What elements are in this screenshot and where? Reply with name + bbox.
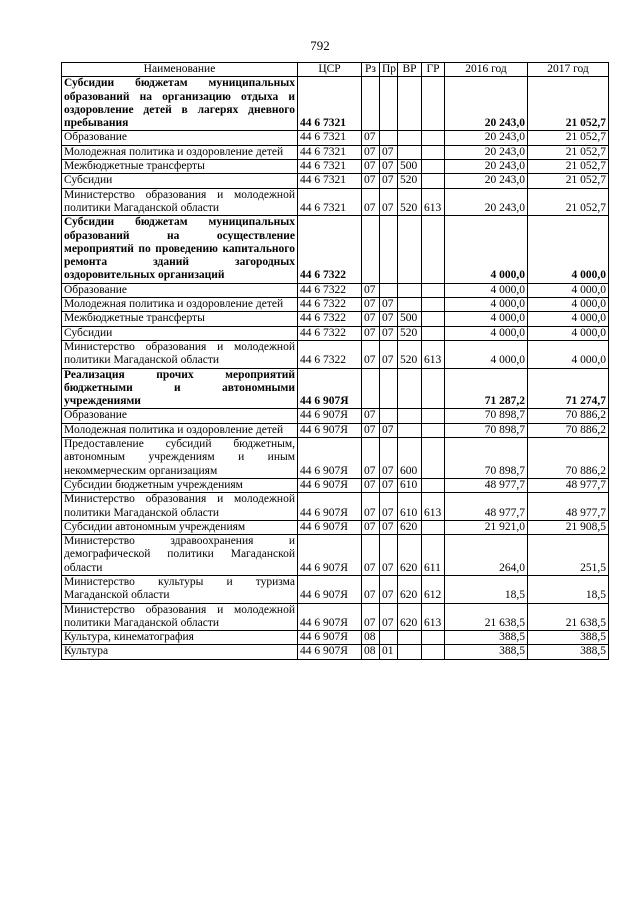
cell-y2016: 4 000,0 xyxy=(445,283,528,297)
cell-csr: 44 6 7322 xyxy=(298,312,362,326)
cell-gr: 612 xyxy=(422,575,445,603)
cell-y2017: 21 052,7 xyxy=(528,174,609,188)
cell-name: Министерство культуры и туризма Магаданской области xyxy=(62,575,298,603)
cell-csr: 44 6 7322 xyxy=(298,216,362,283)
cell-csr: 44 6 907Я xyxy=(298,493,362,521)
cell-y2016: 388,5 xyxy=(445,645,528,659)
cell-name: Образование xyxy=(62,131,298,145)
cell-rz: 07 xyxy=(362,131,380,145)
table-row xyxy=(62,645,609,659)
table-row xyxy=(62,283,609,297)
table-row xyxy=(62,368,609,409)
table-row xyxy=(62,575,609,603)
table-row xyxy=(62,174,609,188)
cell-y2016: 21 921,0 xyxy=(445,520,528,534)
cell-vr: 610 xyxy=(398,478,422,492)
cell-gr: 611 xyxy=(422,535,445,576)
cell-rz: 07 xyxy=(362,575,380,603)
header-pr: Пр xyxy=(380,63,398,77)
cell-pr xyxy=(380,368,398,409)
cell-pr: 07 xyxy=(380,493,398,521)
cell-name: Молодежная политика и оздоровление детей xyxy=(62,145,298,159)
header-2016: 2016 год xyxy=(445,63,528,77)
cell-csr: 44 6 7321 xyxy=(298,160,362,174)
cell-rz: 07 xyxy=(362,145,380,159)
cell-pr: 01 xyxy=(380,645,398,659)
cell-y2016: 70 898,7 xyxy=(445,438,528,479)
cell-gr xyxy=(422,145,445,159)
cell-gr xyxy=(422,368,445,409)
table-row xyxy=(62,520,609,534)
cell-vr: 620 xyxy=(398,575,422,603)
cell-y2016: 4 000,0 xyxy=(445,298,528,312)
cell-y2017: 71 274,7 xyxy=(528,368,609,409)
cell-csr: 44 6 7322 xyxy=(298,326,362,340)
cell-vr: 500 xyxy=(398,312,422,326)
cell-name: Министерство образования и молодежной политики Магаданской области xyxy=(62,603,298,631)
cell-gr xyxy=(422,326,445,340)
cell-rz: 07 xyxy=(362,438,380,479)
cell-pr: 07 xyxy=(380,340,398,368)
cell-csr: 44 6 907Я xyxy=(298,409,362,423)
cell-y2016: 20 243,0 xyxy=(445,131,528,145)
cell-vr xyxy=(398,645,422,659)
cell-csr: 44 6 907Я xyxy=(298,423,362,437)
cell-csr: 44 6 907Я xyxy=(298,535,362,576)
cell-gr xyxy=(422,160,445,174)
cell-csr: 44 6 7322 xyxy=(298,298,362,312)
cell-y2016: 20 243,0 xyxy=(445,160,528,174)
cell-name: Образование xyxy=(62,283,298,297)
cell-name: Культура xyxy=(62,645,298,659)
cell-gr: 613 xyxy=(422,340,445,368)
cell-gr xyxy=(422,645,445,659)
cell-rz: 07 xyxy=(362,326,380,340)
cell-name: Субсидии бюджетам муниципальных образований на организацию отдыха и оздоровление детей в лагерях дневного пребывания xyxy=(62,77,298,131)
cell-name: Министерство образования и молодежной политики Магаданской области xyxy=(62,340,298,368)
cell-y2016: 21 638,5 xyxy=(445,603,528,631)
cell-pr: 07 xyxy=(380,575,398,603)
cell-vr xyxy=(398,77,422,131)
cell-vr: 610 xyxy=(398,493,422,521)
cell-y2017: 48 977,7 xyxy=(528,478,609,492)
table-row xyxy=(62,145,609,159)
cell-name: Образование xyxy=(62,409,298,423)
cell-name: Субсидии автономным учреждениям xyxy=(62,520,298,534)
cell-csr: 44 6 907Я xyxy=(298,645,362,659)
cell-y2017: 4 000,0 xyxy=(528,340,609,368)
cell-csr: 44 6 907Я xyxy=(298,575,362,603)
cell-pr xyxy=(380,409,398,423)
cell-pr: 07 xyxy=(380,160,398,174)
cell-y2016: 71 287,2 xyxy=(445,368,528,409)
table-row xyxy=(62,631,609,645)
cell-pr: 07 xyxy=(380,188,398,216)
cell-y2016: 70 898,7 xyxy=(445,409,528,423)
cell-y2016: 4 000,0 xyxy=(445,326,528,340)
cell-rz: 07 xyxy=(362,603,380,631)
table-row xyxy=(62,493,609,521)
cell-y2016: 48 977,7 xyxy=(445,478,528,492)
cell-y2017: 21 052,7 xyxy=(528,131,609,145)
cell-csr: 44 6 7321 xyxy=(298,131,362,145)
cell-name: Культура, кинематография xyxy=(62,631,298,645)
cell-y2016: 20 243,0 xyxy=(445,77,528,131)
table-row xyxy=(62,312,609,326)
cell-pr: 07 xyxy=(380,145,398,159)
cell-vr xyxy=(398,283,422,297)
cell-pr: 07 xyxy=(380,520,398,534)
cell-y2017: 70 886,2 xyxy=(528,438,609,479)
cell-csr: 44 6 907Я xyxy=(298,368,362,409)
cell-name: Молодежная политика и оздоровление детей xyxy=(62,298,298,312)
cell-y2017: 4 000,0 xyxy=(528,216,609,283)
cell-pr: 07 xyxy=(380,326,398,340)
cell-vr xyxy=(398,145,422,159)
table-row xyxy=(62,340,609,368)
table-row xyxy=(62,423,609,437)
cell-gr xyxy=(422,631,445,645)
cell-y2017: 4 000,0 xyxy=(528,312,609,326)
cell-name: Субсидии xyxy=(62,326,298,340)
cell-vr: 520 xyxy=(398,174,422,188)
cell-y2017: 388,5 xyxy=(528,645,609,659)
cell-rz: 07 xyxy=(362,312,380,326)
cell-vr: 600 xyxy=(398,438,422,479)
cell-pr: 07 xyxy=(380,312,398,326)
table-row xyxy=(62,131,609,145)
cell-rz: 08 xyxy=(362,631,380,645)
cell-pr xyxy=(380,283,398,297)
cell-rz: 07 xyxy=(362,520,380,534)
cell-gr xyxy=(422,478,445,492)
cell-vr xyxy=(398,298,422,312)
cell-pr: 07 xyxy=(380,603,398,631)
cell-csr: 44 6 907Я xyxy=(298,603,362,631)
cell-y2016: 4 000,0 xyxy=(445,216,528,283)
cell-y2016: 20 243,0 xyxy=(445,174,528,188)
cell-vr: 520 xyxy=(398,326,422,340)
cell-rz: 07 xyxy=(362,283,380,297)
cell-rz: 07 xyxy=(362,160,380,174)
cell-rz xyxy=(362,77,380,131)
cell-y2017: 18,5 xyxy=(528,575,609,603)
cell-pr: 07 xyxy=(380,438,398,479)
cell-rz xyxy=(362,216,380,283)
cell-csr: 44 6 7321 xyxy=(298,145,362,159)
cell-gr xyxy=(422,174,445,188)
cell-name: Субсидии xyxy=(62,174,298,188)
cell-pr: 07 xyxy=(380,423,398,437)
table-body xyxy=(62,77,609,659)
table-row xyxy=(62,216,609,283)
cell-y2017: 70 886,2 xyxy=(528,409,609,423)
cell-rz xyxy=(362,368,380,409)
header-gr: ГР xyxy=(422,63,445,77)
cell-y2017: 21 638,5 xyxy=(528,603,609,631)
cell-csr: 44 6 7321 xyxy=(298,174,362,188)
cell-y2016: 264,0 xyxy=(445,535,528,576)
table-row xyxy=(62,478,609,492)
cell-name: Реализация прочих мероприятий бюджетными и автономными учреждениями xyxy=(62,368,298,409)
cell-pr: 07 xyxy=(380,174,398,188)
header-rz: Рз xyxy=(362,63,380,77)
cell-pr xyxy=(380,131,398,145)
table-row xyxy=(62,409,609,423)
cell-gr xyxy=(422,312,445,326)
cell-csr: 44 6 907Я xyxy=(298,438,362,479)
cell-vr: 620 xyxy=(398,520,422,534)
cell-csr: 44 6 907Я xyxy=(298,520,362,534)
cell-rz: 07 xyxy=(362,174,380,188)
cell-name: Министерство образования и молодежной политики Магаданской области xyxy=(62,493,298,521)
cell-gr xyxy=(422,438,445,479)
header-vr: ВР xyxy=(398,63,422,77)
cell-y2017: 21 052,7 xyxy=(528,160,609,174)
cell-pr: 07 xyxy=(380,535,398,576)
cell-vr xyxy=(398,216,422,283)
cell-name: Министерство образования и молодежной политики Магаданской области xyxy=(62,188,298,216)
cell-gr xyxy=(422,216,445,283)
cell-y2016: 4 000,0 xyxy=(445,340,528,368)
cell-pr xyxy=(380,77,398,131)
cell-y2017: 70 886,2 xyxy=(528,423,609,437)
cell-y2017: 21 052,7 xyxy=(528,145,609,159)
cell-gr: 613 xyxy=(422,188,445,216)
cell-name: Межбюджетные трансферты xyxy=(62,160,298,174)
cell-csr: 44 6 7321 xyxy=(298,77,362,131)
cell-vr xyxy=(398,131,422,145)
cell-csr: 44 6 7321 xyxy=(298,188,362,216)
cell-vr: 520 xyxy=(398,188,422,216)
cell-gr xyxy=(422,520,445,534)
table-row xyxy=(62,188,609,216)
cell-gr: 613 xyxy=(422,493,445,521)
cell-name: Субсидии бюджетам муниципальных образований на осуществление мероприятий по проведению капитального ремонта зданий загородных оздоровительных организаций xyxy=(62,216,298,283)
cell-gr xyxy=(422,409,445,423)
cell-vr xyxy=(398,409,422,423)
cell-y2017: 4 000,0 xyxy=(528,283,609,297)
cell-y2017: 388,5 xyxy=(528,631,609,645)
cell-y2016: 20 243,0 xyxy=(445,188,528,216)
cell-y2016: 4 000,0 xyxy=(445,312,528,326)
cell-vr: 520 xyxy=(398,340,422,368)
cell-name: Межбюджетные трансферты xyxy=(62,312,298,326)
cell-vr xyxy=(398,368,422,409)
table-row xyxy=(62,298,609,312)
cell-rz: 07 xyxy=(362,188,380,216)
cell-rz: 07 xyxy=(362,478,380,492)
cell-y2016: 48 977,7 xyxy=(445,493,528,521)
cell-y2017: 4 000,0 xyxy=(528,326,609,340)
cell-csr: 44 6 907Я xyxy=(298,631,362,645)
cell-gr: 613 xyxy=(422,603,445,631)
cell-csr: 44 6 7322 xyxy=(298,283,362,297)
cell-csr: 44 6 7322 xyxy=(298,340,362,368)
cell-gr xyxy=(422,131,445,145)
table-row xyxy=(62,438,609,479)
cell-vr: 500 xyxy=(398,160,422,174)
cell-pr xyxy=(380,631,398,645)
cell-gr xyxy=(422,298,445,312)
budget-table xyxy=(61,62,609,660)
cell-name: Предоставление субсидий бюджетным, автономным учреждениям и иным некоммерческим организациям xyxy=(62,438,298,479)
table-row xyxy=(62,535,609,576)
cell-gr xyxy=(422,283,445,297)
cell-y2016: 20 243,0 xyxy=(445,145,528,159)
cell-pr: 07 xyxy=(380,298,398,312)
cell-y2016: 388,5 xyxy=(445,631,528,645)
cell-rz: 08 xyxy=(362,645,380,659)
cell-rz: 07 xyxy=(362,423,380,437)
table-row xyxy=(62,77,609,131)
cell-y2016: 70 898,7 xyxy=(445,423,528,437)
cell-vr: 620 xyxy=(398,603,422,631)
cell-y2017: 251,5 xyxy=(528,535,609,576)
cell-y2017: 21 052,7 xyxy=(528,77,609,131)
cell-rz: 07 xyxy=(362,409,380,423)
cell-rz: 07 xyxy=(362,493,380,521)
cell-gr xyxy=(422,77,445,131)
cell-gr xyxy=(422,423,445,437)
cell-rz: 07 xyxy=(362,535,380,576)
cell-vr: 620 xyxy=(398,535,422,576)
page-number: 792 xyxy=(310,38,330,53)
table-row xyxy=(62,160,609,174)
cell-pr xyxy=(380,216,398,283)
cell-name: Субсидии бюджетным учреждениям xyxy=(62,478,298,492)
table-row xyxy=(62,603,609,631)
header-csr: ЦСР xyxy=(298,63,362,77)
header-name: Наименование xyxy=(62,63,298,77)
cell-csr: 44 6 907Я xyxy=(298,478,362,492)
table-header-row xyxy=(62,63,609,77)
cell-y2017: 21 052,7 xyxy=(528,188,609,216)
table-row xyxy=(62,326,609,340)
cell-vr xyxy=(398,631,422,645)
cell-name: Министерство здравоохранения и демографической политики Магаданской области xyxy=(62,535,298,576)
cell-y2017: 4 000,0 xyxy=(528,298,609,312)
cell-name: Молодежная политика и оздоровление детей xyxy=(62,423,298,437)
cell-vr xyxy=(398,423,422,437)
header-2017: 2017 год xyxy=(528,63,609,77)
cell-rz: 07 xyxy=(362,298,380,312)
cell-pr: 07 xyxy=(380,478,398,492)
cell-y2017: 48 977,7 xyxy=(528,493,609,521)
cell-y2016: 18,5 xyxy=(445,575,528,603)
cell-y2017: 21 908,5 xyxy=(528,520,609,534)
cell-rz: 07 xyxy=(362,340,380,368)
